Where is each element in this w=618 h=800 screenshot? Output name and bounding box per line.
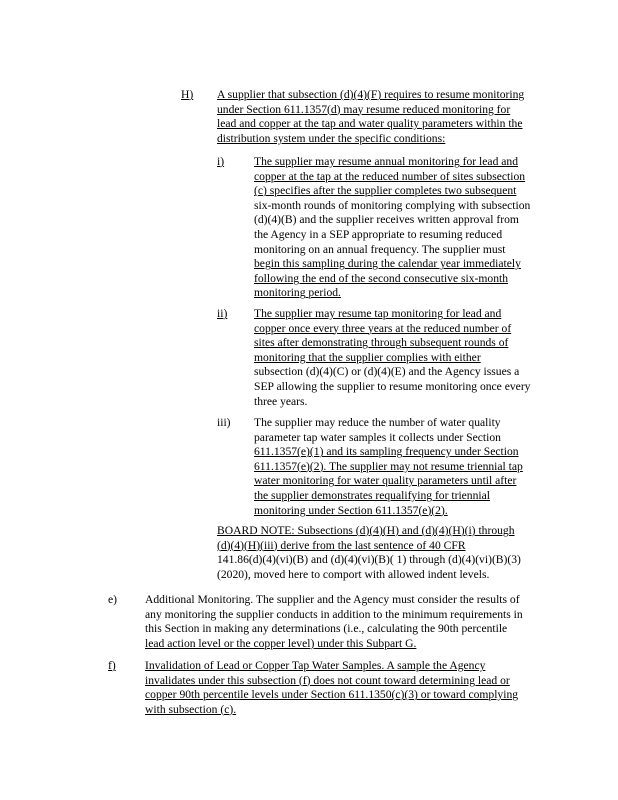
text-line: BOARD NOTE: Subsections (d)(4)(H) and (d)(4)(H)(i) through — [217, 524, 515, 537]
text-line: (2020), moved here to comport with allowed indent levels. — [217, 567, 490, 581]
text-line: (d)(4)(B) and the supplier receives written approval from — [254, 213, 519, 227]
text-line: parameter tap water samples it collects under Section — [254, 430, 501, 444]
text-line: 611.1357(e)(1) and its sampling frequency under Section — [254, 445, 519, 459]
text-line: distribution system under the specific conditions: — [217, 131, 446, 145]
text-line: Invalidation of Lead or Copper Tap Water Samples. A sample the Agency — [145, 659, 486, 672]
text-line: six-month rounds of monitoring complying with subsection — [254, 198, 531, 212]
text-line: monitoring that the supplier complies with either — [254, 350, 481, 364]
text-line: three years. — [254, 394, 308, 408]
text-line: the supplier demonstrates requalifying for triennial — [254, 488, 490, 502]
text-line: monitoring on an annual frequency. The supplier must — [254, 242, 506, 256]
subsection-ii-label: ii) — [217, 307, 228, 320]
subsection-i-text — [254, 155, 554, 301]
text-line: any monitoring the supplier conducts in addition to the minimum requirements in — [145, 607, 523, 621]
text-line: copper at the tap at the reduced number of sites subsection — [254, 169, 526, 183]
text-line: with subsection (c). — [145, 702, 237, 716]
text-line: copper once every three years at the reduced number of — [254, 321, 512, 335]
text-line: monitoring period. — [254, 286, 341, 300]
text-line: lead action level or the copper level) under this Subpart G. — [145, 636, 417, 650]
text-line: subsection (d)(4)(C) or (d)(4)(E) and the Agency issues a — [254, 365, 520, 379]
text-line: A supplier that subsection (d)(4)(F) requires to resume monitoring — [217, 88, 525, 101]
board-note-text — [217, 524, 557, 582]
text-line: The supplier may resume annual monitoring for lead and — [254, 155, 519, 168]
text-line: 611.1357(e)(2). The supplier may not resume triennial tap — [254, 459, 523, 473]
text-line: sites after demonstrating through subsequent rounds of — [254, 336, 509, 350]
text-line: 141.86(d)(4)(vi)(B) and (d)(4)(vi)(B)( 1) through (d)(4)(vi)(B)(3) — [217, 553, 521, 567]
text-line: lead and copper at the tap and water quality parameters within the — [217, 117, 523, 131]
text-line: monitoring under Section 611.1357(e)(2). — [254, 503, 448, 517]
section-f-text — [145, 659, 545, 717]
subsection-ii-text — [254, 307, 554, 409]
text-line: under Section 611.1357(d) may resume reduced monitoring for — [217, 102, 511, 116]
text-line: (d)(4)(H)(iii) derive from the last sentence of 40 CFR — [217, 538, 466, 552]
section-e-text — [145, 593, 545, 651]
text-line: begin this sampling during the calendar year immediately — [254, 257, 521, 271]
text-line: water monitoring for water quality parameters until after — [254, 474, 517, 488]
text-line: copper 90th percentile levels under Section 611.1350(c)(3) or toward complying — [145, 688, 519, 702]
section-f-label: f) — [108, 659, 116, 672]
section-e-label: e) — [108, 593, 118, 606]
text-line: the Agency in a SEP appropriate to resuming reduced — [254, 227, 503, 241]
subsection-iii-label: iii) — [217, 416, 231, 429]
subsection-iii-text — [254, 416, 554, 518]
text-line: The supplier may resume tap monitoring for lead and — [254, 307, 502, 320]
subsection-i-label: i) — [217, 155, 225, 168]
text-line: this Section in making any determinations (i.e., calculating the 90th percentile — [145, 622, 508, 636]
text-line: Additional Monitoring. The supplier and the Agency must consider the results of — [145, 593, 520, 606]
text-line: following the end of the second consecutive six-month — [254, 271, 509, 285]
text-line: The supplier may reduce the number of water quality — [254, 416, 501, 429]
text-line: (c) specifies after the supplier completes two subsequent — [254, 184, 517, 198]
text-line: invalidates under this subsection (f) does not count toward determining lead or — [145, 673, 510, 687]
section-H-text — [217, 88, 547, 146]
text-line: SEP allowing the supplier to resume monitoring once every — [254, 379, 531, 393]
section-H-label: H) — [181, 88, 194, 101]
